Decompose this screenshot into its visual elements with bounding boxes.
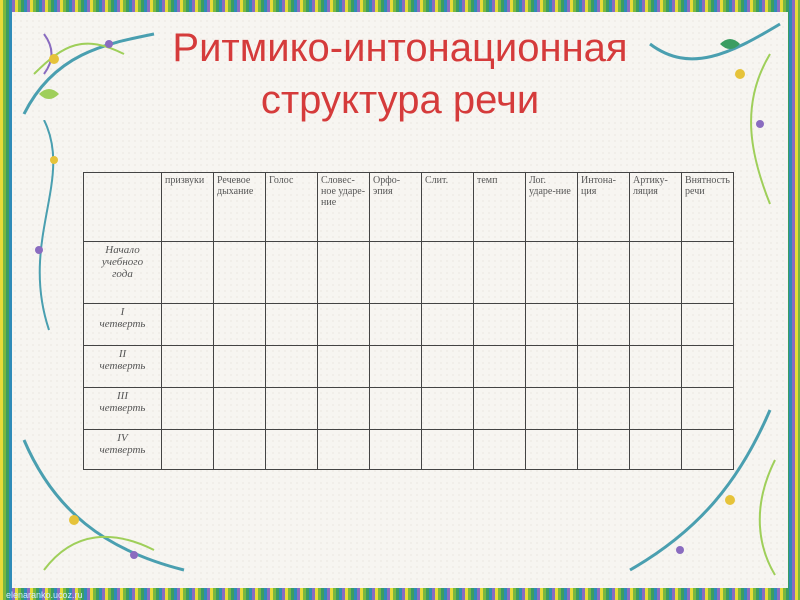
header-cell: Речевое дыхание (214, 173, 266, 242)
title-line-1: Ритмико-интонационная (172, 26, 628, 70)
row-label: IV четверть (84, 430, 162, 470)
header-cell: Лог. ударе-ние (526, 173, 578, 242)
table-row (84, 346, 734, 388)
header-cell: Голос (266, 173, 318, 242)
row-label: III четверть (84, 388, 162, 430)
header-cell: Словес-ное ударе-ние (318, 173, 370, 242)
table-row (84, 242, 734, 304)
header-cell: Артику-ляция (630, 173, 682, 242)
assessment-table (83, 172, 734, 470)
slide-title (0, 22, 800, 126)
header-cell: Орфо-эпия (370, 173, 422, 242)
table-row (84, 388, 734, 430)
header-cell: темп (474, 173, 526, 242)
left-ornament (14, 120, 84, 340)
header-cell: призвуки (162, 173, 214, 242)
table-row (84, 430, 734, 470)
header-cell: Интона-ция (578, 173, 630, 242)
header-cell: Внятность речи (682, 173, 734, 242)
footer-url: elenaranko.ucoz.ru (6, 590, 83, 600)
header-cell: Слит. (422, 173, 474, 242)
row-label: II четверть (84, 346, 162, 388)
title-line-2: структура речи (260, 78, 540, 122)
table-row (84, 304, 734, 346)
header-row (84, 173, 734, 242)
row-label: Начало учебного года (84, 242, 162, 304)
header-cell (84, 173, 162, 242)
row-label: I четверть (84, 304, 162, 346)
